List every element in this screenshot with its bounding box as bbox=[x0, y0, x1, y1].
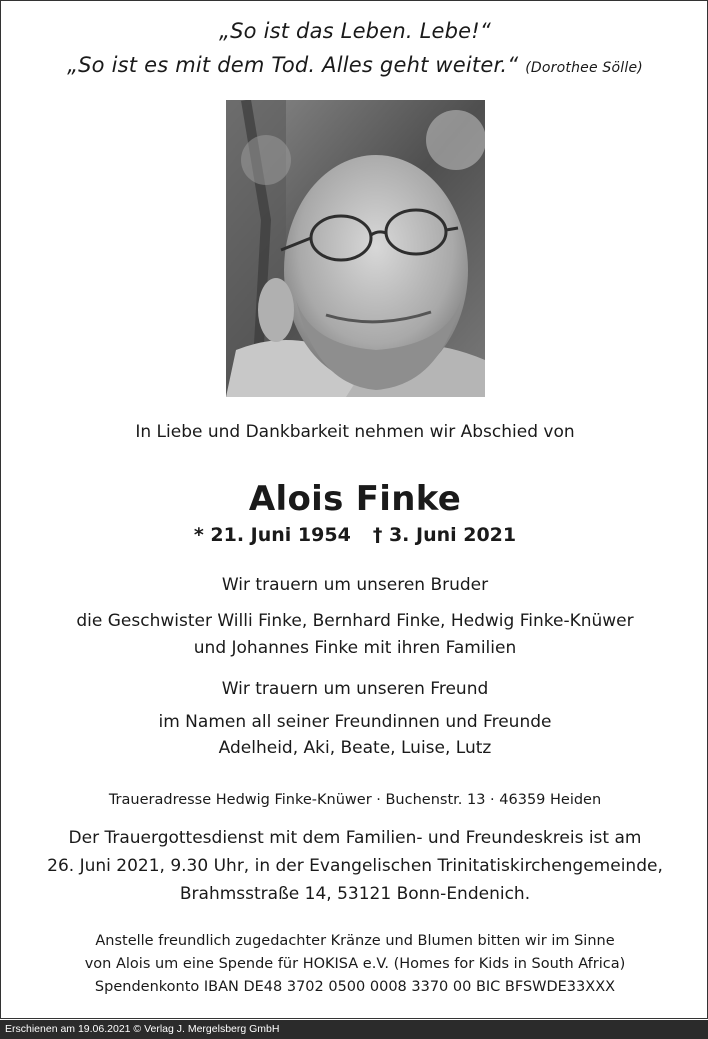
death-date: † 3. Juni 2021 bbox=[372, 524, 517, 546]
quote-line-2: „So ist es mit dem Tod. Alles geht weiter.“ (Dorothee Sölle) bbox=[67, 53, 643, 77]
donation-line-3: Spendenkonto IBAN DE48 3702 0500 0008 3370 00 BIC BFSWDE33XXX bbox=[94, 979, 616, 995]
deceased-name: Alois Finke bbox=[248, 479, 462, 519]
quote-line-1: „So ist das Leben. Lebe!“ bbox=[219, 19, 491, 43]
intro-text: In Liebe und Dankbarkeit nehmen wir Abschied von bbox=[135, 422, 575, 442]
service-line-3: Brahmsstraße 14, 53121 Bonn-Endenich. bbox=[179, 884, 531, 904]
funeral-address: Traueradresse Hedwig Finke-Knüwer · Buchenstr. 13 · 46359 Heiden bbox=[108, 792, 602, 808]
portrait-illustration bbox=[226, 100, 485, 397]
donation-line-2: von Alois um eine Spende für HOKISA e.V. (Homes for Kids in South Africa) bbox=[84, 956, 626, 972]
portrait-photo bbox=[226, 100, 485, 397]
friends-line-1: im Namen all seiner Freundinnen und Freunde bbox=[158, 712, 552, 732]
publication-footer: Erschienen am 19.06.2021 © Verlag J. Mergelsberg GmbH bbox=[0, 1020, 708, 1039]
siblings-line-1: die Geschwister Willi Finke, Bernhard Finke, Hedwig Finke-Knüwer bbox=[76, 611, 634, 631]
donation-line-1: Anstelle freundlich zugedachter Kränze und Blumen bitten wir im Sinne bbox=[95, 933, 615, 949]
friends-line-2: Adelheid, Aki, Beate, Luise, Lutz bbox=[218, 738, 492, 758]
life-dates bbox=[1, 524, 708, 546]
birth-date: * 21. Juni 1954 bbox=[193, 524, 351, 546]
service-line-1: Der Trauergottesdienst mit dem Familien- und Freundeskreis ist am bbox=[68, 828, 642, 848]
friend-heading: Wir trauern um unseren Freund bbox=[221, 679, 489, 699]
service-line-2: 26. Juni 2021, 9.30 Uhr, in der Evangelischen Trinitatiskirchengemeinde, bbox=[47, 856, 663, 876]
siblings-line-2: und Johannes Finke mit ihren Familien bbox=[193, 638, 517, 658]
brother-heading: Wir trauern um unseren Bruder bbox=[221, 575, 489, 595]
quote-source: (Dorothee Sölle) bbox=[525, 60, 643, 76]
